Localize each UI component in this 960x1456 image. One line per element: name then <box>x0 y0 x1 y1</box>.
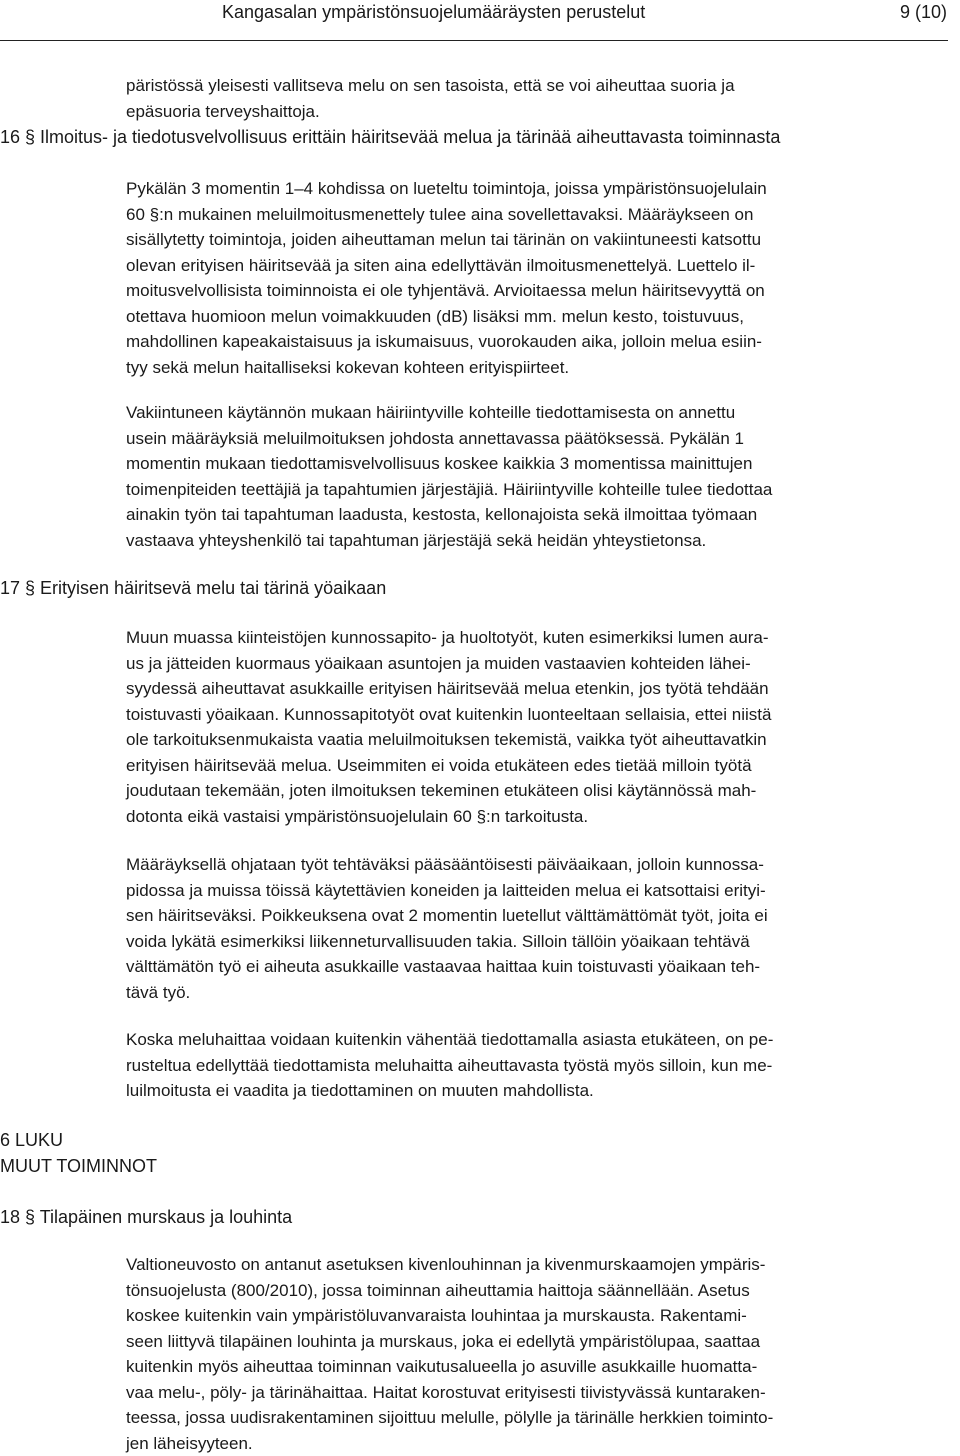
text-line: luilmoitusta ei vaadita ja tiedottaminen on muuten mahdollista. <box>126 1078 956 1104</box>
section-17-paragraph-2 <box>126 852 956 1005</box>
intro-paragraph <box>126 73 956 124</box>
text-line: vaa melu-, pöly- ja tärinähaittaa. Haitat korostuvat erityisesti tiivistyvässä kuntaraken- <box>126 1380 956 1406</box>
text-line: sisällytetty toimintoja, joiden aiheuttaman melun tai tärinän on vakiintuneesti katsottu <box>126 227 956 253</box>
text-line: seen liittyvä tilapäinen louhinta ja murskaus, joka ei edellytä ympäristölupaa, saattaa <box>126 1329 956 1355</box>
text-line: dotonta eikä vastaisi ympäristönsuojelulain 60 §:n tarkoitusta. <box>126 804 956 830</box>
text-line: toistuvasti yöaikaan. Kunnossapitotyöt ovat kuitenkin luonteeltaan sellaisia, ettei niistä <box>126 702 956 728</box>
text-line: sen häiritseväksi. Poikkeuksena ovat 2 momentin luetellut välttämättömät työt, joita ei <box>126 903 956 929</box>
page-header <box>0 0 960 44</box>
header-divider <box>0 40 948 41</box>
text-line: ainakin työn tai tapahtuman laadusta, kestosta, kellonajoista sekä ilmoittaa työmaan <box>126 502 956 528</box>
text-line: päristössä yleisesti vallitseva melu on sen tasoista, että se voi aiheuttaa suoria ja <box>126 73 956 99</box>
section-16-paragraph-2 <box>126 400 956 553</box>
chapter-number: 6 LUKU <box>0 1128 63 1153</box>
text-line: joudutaan tekemään, joten ilmoituksen tekeminen etukäteen olisi käytännössä mah- <box>126 778 956 804</box>
text-line: momentin mukaan tiedottamisvelvollisuus koskee kaikkia 3 momentissa mainittujen <box>126 451 956 477</box>
text-line: moitusvelvollisista toiminnoista ei ole tyhjentävä. Arvioitaessa melun häiritsevyyttä on <box>126 278 956 304</box>
text-line: välttämätön työ ei aiheuta asukkaille vastaavaa haittaa kuin toistuvasti yöaikaan teh- <box>126 954 956 980</box>
text-line: syydessä aiheuttavat asukkaille erityisen häiritsevää melua etenkin, jos työtä tehdään <box>126 676 956 702</box>
text-line: kuitenkin myös aiheuttaa toiminnan vaikutusalueella jo asuville asukkaille huomatta- <box>126 1354 956 1380</box>
text-line: voida lykätä esimerkiksi liikenneturvallisuuden takia. Silloin tällöin yöaikaan tehtävä <box>126 929 956 955</box>
text-line: Pykälän 3 momentin 1–4 kohdissa on lueteltu toimintoja, joissa ympäristönsuojelulain <box>126 176 956 202</box>
text-line: otettava huomioon melun voimakkuuden (dB) lisäksi mm. melun kesto, toistuvuus, <box>126 304 956 330</box>
text-line: Määräyksellä ohjataan työt tehtäväksi pääsääntöisesti päiväaikaan, jolloin kunnossa- <box>126 852 956 878</box>
text-line: Koska meluhaittaa voidaan kuitenkin vähentää tiedottamalla asiasta etukäteen, on pe- <box>126 1027 956 1053</box>
text-line: 60 §:n mukainen meluilmoitusmenettely tulee aina sovellettavaksi. Määräykseen on <box>126 202 956 228</box>
text-line: olevan erityisen häiritsevää ja siten aina edellyttävän ilmoitusmenettelyä. Luettelo il- <box>126 253 956 279</box>
text-line: Valtioneuvosto on antanut asetuksen kivenlouhinnan ja kivenmurskaamojen ympäris- <box>126 1252 956 1278</box>
section-18-heading: 18 § Tilapäinen murskaus ja louhinta <box>0 1205 292 1230</box>
section-17-heading: 17 § Erityisen häiritsevä melu tai tärinä yöaikaan <box>0 576 386 601</box>
text-line: Vakiintuneen käytännön mukaan häiriintyville kohteille tiedottamisesta on annettu <box>126 400 956 426</box>
text-line: erityisen häiritsevää melua. Useimmiten ei voida etukäteen edes tietää milloin työtä <box>126 753 956 779</box>
text-line: vastaava yhteyshenkilö tai tapahtuman järjestäjä sekä heidän yhteystietonsa. <box>126 528 956 554</box>
section-16-heading: 16 § Ilmoitus- ja tiedotusvelvollisuus erittäin häiritsevää melua ja tärinää aiheuttavasta toiminnasta <box>0 125 780 150</box>
text-line: Muun muassa kiinteistöjen kunnossapito- ja huoltotyöt, kuten esimerkiksi lumen aura- <box>126 625 956 651</box>
text-line: koskee kuitenkin vain ympäristöluvanvaraista louhintaa ja murskausta. Rakentami- <box>126 1303 956 1329</box>
text-line: pidossa ja muissa töissä käytettävien koneiden ja laitteiden melua ei katsottaisi erityi- <box>126 878 956 904</box>
section-17-paragraph-3 <box>126 1027 956 1104</box>
text-line: rusteltua edellyttää tiedottamista meluhaitta aiheuttavasta työstä myös silloin, kun me- <box>126 1053 956 1079</box>
text-line: toimenpiteiden teettäjiä ja tapahtumien järjestäjiä. Häiriintyville kohteille tulee tiedottaa <box>126 477 956 503</box>
page-number: 9 (10) <box>900 0 947 24</box>
chapter-title: MUUT TOIMINNOT <box>0 1154 157 1179</box>
section-17-paragraph-1 <box>126 625 956 829</box>
text-line: ole tarkoituksenmukaista vaatia meluilmoituksen tekemistä, vaikka työt aiheuttavatkin <box>126 727 956 753</box>
document-title: Kangasalan ympäristönsuojelumääräysten perustelut <box>222 0 645 24</box>
text-line: tävä työ. <box>126 980 956 1006</box>
section-16-paragraph-1 <box>126 176 956 380</box>
text-line: mahdollinen kapeakaistaisuus ja iskumaisuus, vuorokauden aika, jolloin melua esiin- <box>126 329 956 355</box>
text-line: tönsuojelusta (800/2010), jossa toiminnan aiheuttamia haittoja säännellään. Asetus <box>126 1278 956 1304</box>
text-line: usein määräyksiä meluilmoituksen johdosta annettavassa päätöksessä. Pykälän 1 <box>126 426 956 452</box>
text-line: teessa, jossa uudisrakentaminen sijoittuu melulle, pölylle ja tärinälle herkkien toiminto- <box>126 1405 956 1431</box>
text-line: jen läheisyyteen. <box>126 1431 956 1456</box>
text-line: epäsuoria terveyshaittoja. <box>126 99 956 125</box>
section-18-paragraph <box>126 1252 956 1456</box>
text-line: us ja jätteiden kuormaus yöaikaan asuntojen ja muiden vastaavien kohteiden lähei- <box>126 651 956 677</box>
text-line: tyy sekä melun haitalliseksi kokevan kohteen erityispiirteet. <box>126 355 956 381</box>
